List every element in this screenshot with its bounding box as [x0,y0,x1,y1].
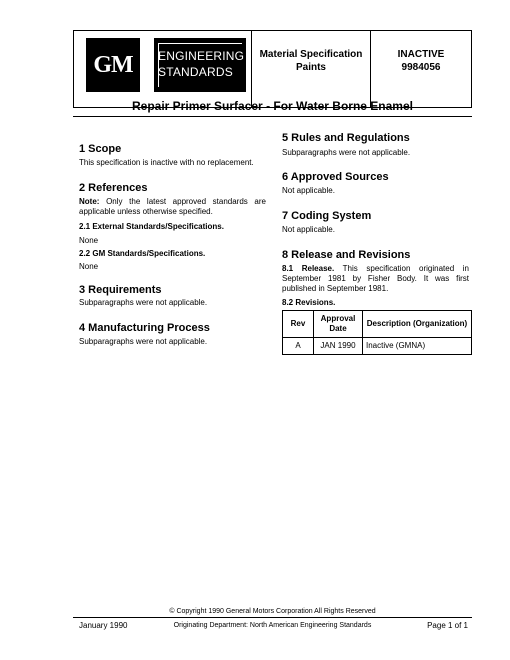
footer-page-number: Page 1 of 1 [427,621,468,630]
logo-line-standards: STANDARDS [158,65,233,79]
spec-type-line1: Material Specification [259,49,363,60]
title-rule [73,116,472,117]
section-coding-heading: 7 Coding System [282,210,372,222]
release-label: 8.1 Release. [282,264,335,273]
table-header-row [283,311,472,338]
section-rules-text: Subparagraphs were not applicable. [282,148,411,157]
spec-type [252,48,370,74]
engineering-standards-logo [154,38,246,92]
gm-logo: GM [86,38,140,92]
section-requirements-text: Subparagraphs were not applicable. [79,298,208,307]
section-release-heading: 8 Release and Revisions [282,249,411,261]
section-references-heading: 2 References [79,182,148,194]
note-text: Only the latest approved standards are applicable unless otherwise specified. [79,197,266,216]
footer-department: Originating Department: North American Engineering Standards [173,622,372,629]
note-label: Note: [79,197,100,206]
table-row [283,338,472,355]
revisions-heading: 8.2 Revisions. [282,298,336,307]
spec-number: 9984056 [401,62,441,73]
references-note [79,197,266,217]
section-approved-sources-text: Not applicable. [282,186,335,195]
gm-standards-heading: 2.2 GM Standards/Specifications. [79,249,206,258]
footer-date: January 1990 [79,621,128,630]
cell-approval-date: JAN 1990 [314,338,363,355]
spec-type-line2: Paints [295,62,326,73]
section-rules-heading: 5 Rules and Regulations [282,132,410,144]
section-coding-text: Not applicable. [282,225,335,234]
external-standards-heading: 2.1 External Standards/Specifications. [79,222,224,231]
status-label: INACTIVE [397,49,445,60]
section-manufacturing-heading: 4 Manufacturing Process [79,322,210,334]
release-text: This specification originated in September 1981 by Fisher Body. It was first published in September 1981. [282,264,469,293]
section-scope-text: This specification is inactive with no replacement. [79,158,254,167]
document-title: Repair Primer Surfacer - For Water Borne Enamel [132,99,413,113]
cell-rev: A [283,338,314,355]
section-manufacturing-text: Subparagraphs were not applicable. [79,337,208,346]
section-requirements-heading: 3 Requirements [79,284,162,296]
col-header-approval-date: Approval Date [314,311,363,338]
cell-description: Inactive (GMNA) [363,338,472,355]
section-scope-heading: 1 Scope [79,143,122,155]
col-header-description: Description (Organization) [363,311,472,338]
gm-standards-text: None [79,262,99,271]
logo-line-engineering: ENGINEERING [158,49,245,63]
release-paragraph [282,264,469,294]
revisions-table [282,310,472,355]
col-header-rev: Rev [283,311,314,338]
footer-rule [73,617,472,618]
external-standards-text: None [79,236,99,245]
spec-status [370,48,472,74]
section-approved-sources-heading: 6 Approved Sources [282,171,389,183]
copyright-notice: © Copyright 1990 General Motors Corporation All Rights Reserved [169,608,376,615]
